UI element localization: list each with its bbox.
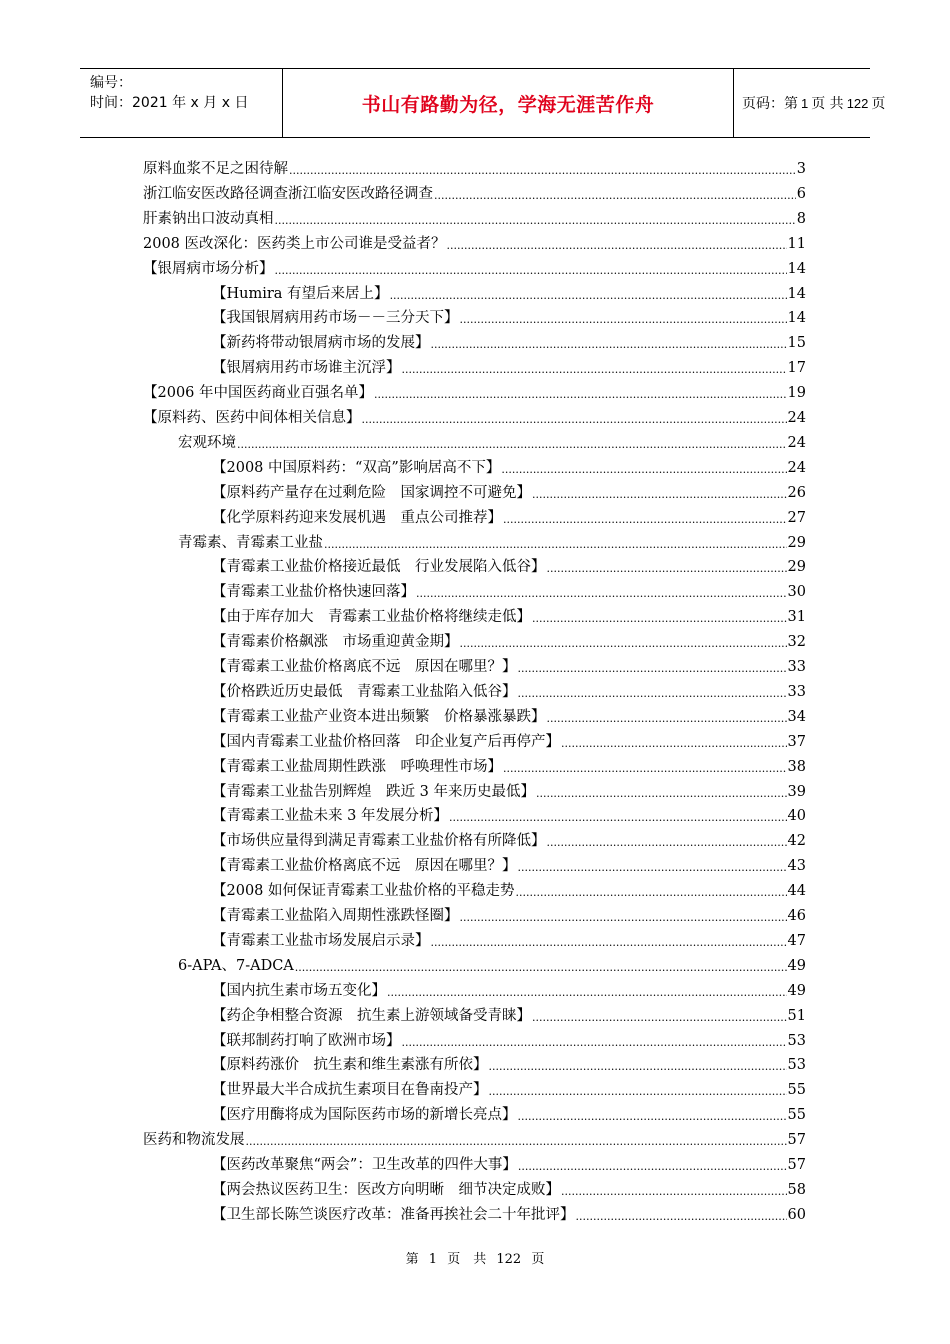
toc-entry-page: 39 — [787, 783, 806, 800]
toc-leader-dots — [460, 311, 787, 329]
toc-entry[interactable] — [178, 532, 806, 554]
toc-entry-page: 47 — [787, 932, 806, 949]
toc-entry-title: 【青霉素工业盐周期性跌涨 呼唤理性市场】 — [212, 758, 502, 775]
toc-entry-title: 【青霉素工业盐陷入周期性涨跌怪圈】 — [212, 908, 459, 924]
toc-entry-page: 55 — [787, 1107, 806, 1124]
toc-entry[interactable] — [212, 1104, 806, 1126]
toc-entry-title: 【青霉素工业盐价格快速回落】 — [212, 584, 415, 601]
toc-entry-title: 【青霉素工业盐市场发展启示录】 — [212, 932, 430, 949]
toc-entry-title: 【2008 中国原料药：“双高”影响居高不下】 — [212, 459, 501, 476]
toc-entry-page: 14 — [787, 260, 806, 277]
toc-leader-dots — [402, 361, 787, 379]
toc-entry-title: 浙江临安医改路径调查浙江临安医改路径调查 — [143, 185, 433, 202]
toc-entry[interactable] — [212, 930, 806, 952]
toc-leader-dots — [402, 1034, 787, 1052]
toc-entry[interactable] — [212, 681, 806, 703]
toc-entry-title: 【国内青霉素工业盐价格回落 印企业复产后再停产】 — [212, 733, 560, 750]
toc-leader-dots — [387, 984, 787, 1002]
toc-entry-page: 17 — [787, 360, 806, 377]
toc-entry-title: 【国内抗生素市场五变化】 — [212, 982, 386, 999]
toc-entry[interactable] — [212, 1005, 806, 1027]
toc-entry-page: 6 — [796, 185, 806, 202]
toc-entry[interactable] — [212, 556, 806, 578]
toc-leader-dots — [324, 536, 787, 554]
toc-leader-dots — [516, 884, 787, 902]
toc-entry-title: 【两会热议医药卫生：医改方向明晰 细节决定成败】 — [212, 1181, 560, 1198]
toc-entry[interactable] — [212, 905, 806, 927]
toc-entry[interactable] — [143, 158, 806, 180]
toc-entry-title: 【价格跌近历史最低 青霉素工业盐陷入低谷】 — [212, 683, 517, 700]
toc-entry-title: 青霉素、青霉素工业盐 — [178, 534, 323, 551]
toc-entry-title: 【银屑病用药市场谁主沉浮】 — [212, 360, 401, 377]
toc-entry-page: 60 — [787, 1206, 806, 1223]
toc-entry-page: 49 — [787, 982, 806, 999]
time-label: 时间：2021 年 x 月 x 日 — [90, 95, 249, 111]
toc-entry[interactable] — [212, 880, 806, 902]
toc-entry[interactable] — [212, 855, 806, 877]
toc-entry-page: 15 — [787, 335, 806, 352]
toc-entry-title: 【2006 年中国医药商业百强名单】 — [143, 385, 374, 402]
toc-leader-dots — [547, 834, 787, 852]
toc-entry[interactable] — [212, 830, 806, 852]
toc-entry-title: 2008 医改深化：医药类上市公司谁是受益者？ — [143, 235, 446, 252]
toc-leader-dots — [295, 959, 787, 977]
toc-leader-dots — [275, 212, 796, 230]
toc-entry-page: 11 — [787, 235, 806, 252]
toc-leader-dots — [561, 1183, 787, 1201]
toc-entry[interactable] — [212, 581, 806, 603]
toc-leader-dots — [518, 859, 787, 877]
toc-entry-title: 宏观环境 — [178, 434, 236, 451]
toc-entry-page: 49 — [787, 957, 806, 974]
toc-entry-page: 43 — [787, 858, 806, 875]
toc-entry[interactable] — [212, 781, 806, 803]
toc-entry-title: 【银屑病市场分析】 — [143, 260, 274, 277]
toc-leader-dots — [576, 1208, 787, 1226]
toc-entry-page: 14 — [787, 285, 806, 302]
toc-entry[interactable] — [143, 208, 806, 230]
toc-entry-page: 57 — [787, 1157, 806, 1173]
toc-entry-page: 38 — [787, 758, 806, 775]
toc-entry[interactable] — [143, 407, 806, 429]
toc-entry-title: 肝素钠出口波动真相 — [143, 210, 274, 227]
toc-entry[interactable] — [212, 980, 806, 1002]
toc-entry[interactable] — [212, 731, 806, 753]
toc-entry[interactable] — [212, 457, 806, 479]
toc-entry-page: 31 — [787, 609, 806, 626]
toc-entry[interactable] — [212, 1054, 806, 1076]
toc-entry-page: 24 — [787, 410, 806, 426]
toc-leader-dots — [431, 934, 787, 952]
toc-leader-dots — [536, 785, 787, 803]
toc-entry[interactable] — [212, 805, 806, 827]
toc-entry-page: 53 — [787, 1032, 806, 1049]
toc-leader-dots — [246, 1133, 787, 1151]
toc-leader-dots — [374, 386, 787, 404]
toc-entry[interactable] — [212, 482, 806, 504]
toc-leader-dots — [460, 909, 787, 927]
toc-entry[interactable] — [212, 606, 806, 628]
toc-entry[interactable] — [143, 183, 806, 205]
toc-leader-dots — [501, 461, 786, 479]
toc-entry-title: 【青霉素工业盐未来 3 年发展分析】 — [212, 808, 448, 825]
footer-current: 1 — [428, 1252, 438, 1267]
footer-prefix: 第 — [405, 1252, 419, 1267]
toc-leader-dots — [518, 1158, 787, 1176]
toc-leader-dots — [449, 809, 787, 827]
toc-entry-page: 51 — [787, 1007, 806, 1024]
code-label: 编号： — [90, 75, 132, 91]
toc-leader-dots — [275, 262, 787, 280]
toc-entry-title: 【药企争相整合资源 抗生素上游领域备受青睐】 — [212, 1007, 531, 1024]
page-label-prefix: 页码：第 — [742, 96, 798, 112]
toc-entry-title: 原料血浆不足之困待解 — [143, 161, 288, 177]
toc-leader-dots — [447, 237, 787, 255]
toc-entry[interactable] — [178, 432, 806, 454]
toc-leader-dots — [416, 585, 787, 603]
toc-entry-title: 【青霉素工业盐价格接近最低 行业发展陷入低谷】 — [212, 559, 546, 576]
toc-leader-dots — [289, 162, 796, 180]
toc-entry-page: 29 — [787, 534, 806, 551]
toc-leader-dots — [237, 436, 787, 454]
toc-leader-dots — [532, 610, 787, 628]
page-header — [80, 68, 886, 138]
toc-leader-dots — [460, 635, 787, 653]
toc-entry[interactable] — [143, 1129, 806, 1151]
toc-entry[interactable] — [143, 258, 806, 280]
toc-leader-dots — [518, 1108, 787, 1126]
toc-leader-dots — [503, 511, 787, 529]
toc-entry-title: 【原料药涨价 抗生素和维生素涨有所依】 — [212, 1057, 488, 1074]
toc-entry-page: 55 — [787, 1082, 806, 1099]
toc-leader-dots — [532, 1009, 787, 1027]
toc-entry-page: 29 — [787, 559, 806, 576]
toc-entry-page: 40 — [787, 808, 806, 825]
toc-entry-title: 【新药将带动银屑病市场的发展】 — [212, 335, 430, 352]
toc-entry-title: 医药和物流发展 — [143, 1132, 245, 1149]
toc-leader-dots — [362, 411, 787, 429]
toc-entry-page: 27 — [787, 509, 806, 526]
toc-entry[interactable] — [143, 233, 806, 255]
toc-entry[interactable] — [212, 507, 806, 529]
toc-entry-title: 【2008 如何保证青霉素工业盐价格的平稳走势 — [212, 883, 515, 900]
toc-entry-title: 【Humira 有望后来居上】 — [212, 285, 389, 302]
toc-entry-title: 【青霉素工业盐告别辉煌 跌近 3 年来历史最低】 — [212, 783, 535, 800]
toc-entry[interactable] — [212, 332, 806, 354]
toc-entry[interactable] — [212, 631, 806, 653]
toc-entry-title: 【青霉素工业盐产业资本进出频繁 价格暴涨暴跌】 — [212, 708, 546, 725]
toc-entry-page: 26 — [787, 484, 806, 501]
toc-entry-page: 24 — [787, 459, 806, 476]
toc-leader-dots — [561, 735, 787, 753]
toc-entry-title: 【由于库存加大 青霉素工业盐价格将继续走低】 — [212, 609, 531, 626]
toc-entry-title: 【联邦制药打响了欧洲市场】 — [212, 1032, 401, 1049]
toc-entry-page: 30 — [787, 584, 806, 601]
toc-entry-title: 【原料药、医药中间体相关信息】 — [143, 410, 361, 426]
toc-entry[interactable] — [212, 307, 806, 329]
header-page-info — [734, 69, 886, 137]
toc-entry[interactable] — [212, 1204, 806, 1226]
header-meta — [80, 69, 282, 137]
page-footer — [0, 1248, 950, 1267]
footer-total: 122 — [496, 1252, 522, 1267]
toc-entry[interactable] — [143, 382, 806, 404]
toc-entry-page: 46 — [787, 908, 806, 924]
toc-entry[interactable] — [212, 1030, 806, 1052]
footer-mid: 页 共 — [447, 1252, 487, 1267]
footer-suffix: 页 — [531, 1252, 545, 1267]
toc-entry-page: 42 — [787, 833, 806, 850]
toc-leader-dots — [518, 685, 787, 703]
toc-entry-page: 58 — [787, 1181, 806, 1198]
toc-entry-page: 57 — [787, 1132, 806, 1149]
toc-entry-title: 【卫生部长陈竺谈医疗改革：准备再挨社会二十年批评】 — [212, 1206, 575, 1223]
toc-entry-page: 3 — [796, 161, 806, 177]
toc-entry[interactable] — [212, 656, 806, 678]
toc-entry-title: 【医疗用酶将成为国际医药市场的新增长亮点】 — [212, 1107, 517, 1124]
toc-entry-page: 34 — [787, 708, 806, 725]
toc-entry[interactable] — [212, 1179, 806, 1201]
toc-leader-dots — [434, 187, 796, 205]
toc-entry[interactable] — [212, 706, 806, 728]
toc-entry-page: 19 — [787, 385, 806, 402]
toc-entry[interactable] — [212, 357, 806, 379]
toc-entry[interactable] — [212, 283, 806, 305]
toc-leader-dots — [390, 287, 787, 305]
toc-entry-title: 【市场供应量得到满足青霉素工业盐价格有所降低】 — [212, 833, 546, 850]
page-current: 1 — [801, 95, 809, 111]
header-motto: 书山有路勤为径，学海无涯苦作舟 — [282, 69, 734, 137]
toc-entry-title: 【化学原料药迎来发展机遇 重点公司推荐】 — [212, 509, 502, 526]
page-total: 122 — [846, 95, 869, 111]
toc-entry-title: 【青霉素工业盐价格离底不远 原因在哪里？】 — [212, 659, 517, 675]
toc-leader-dots — [547, 560, 787, 578]
toc-entry-page: 44 — [787, 883, 806, 900]
toc-entry-page: 53 — [787, 1057, 806, 1074]
toc-entry-page: 8 — [796, 210, 806, 227]
toc-entry-title: 【世界最大半合成抗生素项目在鲁南投产】 — [212, 1082, 488, 1099]
toc-leader-dots — [547, 710, 787, 728]
toc-entry-title: 【医药改革聚焦“两会”：卫生改革的四件大事】 — [212, 1157, 517, 1173]
toc-entry[interactable] — [212, 1079, 806, 1101]
toc-leader-dots — [489, 1058, 787, 1076]
toc-entry-page: 33 — [787, 659, 806, 675]
toc-entry[interactable] — [178, 955, 806, 977]
toc-entry-title: 【青霉素工业盐价格离底不远 原因在哪里？】 — [212, 858, 517, 875]
toc-leader-dots — [518, 660, 787, 678]
toc-entry-page: 32 — [787, 634, 806, 651]
page-label-suffix: 页 — [871, 96, 886, 112]
toc-entry-page: 14 — [787, 310, 806, 327]
toc-leader-dots — [431, 336, 787, 354]
toc-entry-title: 6-APA、7-ADCA — [178, 957, 294, 974]
toc-leader-dots — [532, 486, 787, 504]
toc-entry-page: 24 — [787, 434, 806, 451]
toc-entry-page: 37 — [787, 733, 806, 750]
toc-entry[interactable] — [212, 1154, 806, 1176]
toc-leader-dots — [489, 1083, 787, 1101]
toc-leader-dots — [503, 760, 787, 778]
toc-entry-title: 【我国银屑病用药市场－－三分天下】 — [212, 310, 459, 327]
toc-entry[interactable] — [212, 756, 806, 778]
page-label-mid: 页 共 — [811, 96, 844, 112]
toc-entry-title: 【青霉素价格飙涨 市场重迎黄金期】 — [212, 634, 459, 651]
toc-entry-page: 33 — [787, 683, 806, 700]
toc-entry-title: 【原料药产量存在过剩危险 国家调控不可避免】 — [212, 484, 531, 501]
